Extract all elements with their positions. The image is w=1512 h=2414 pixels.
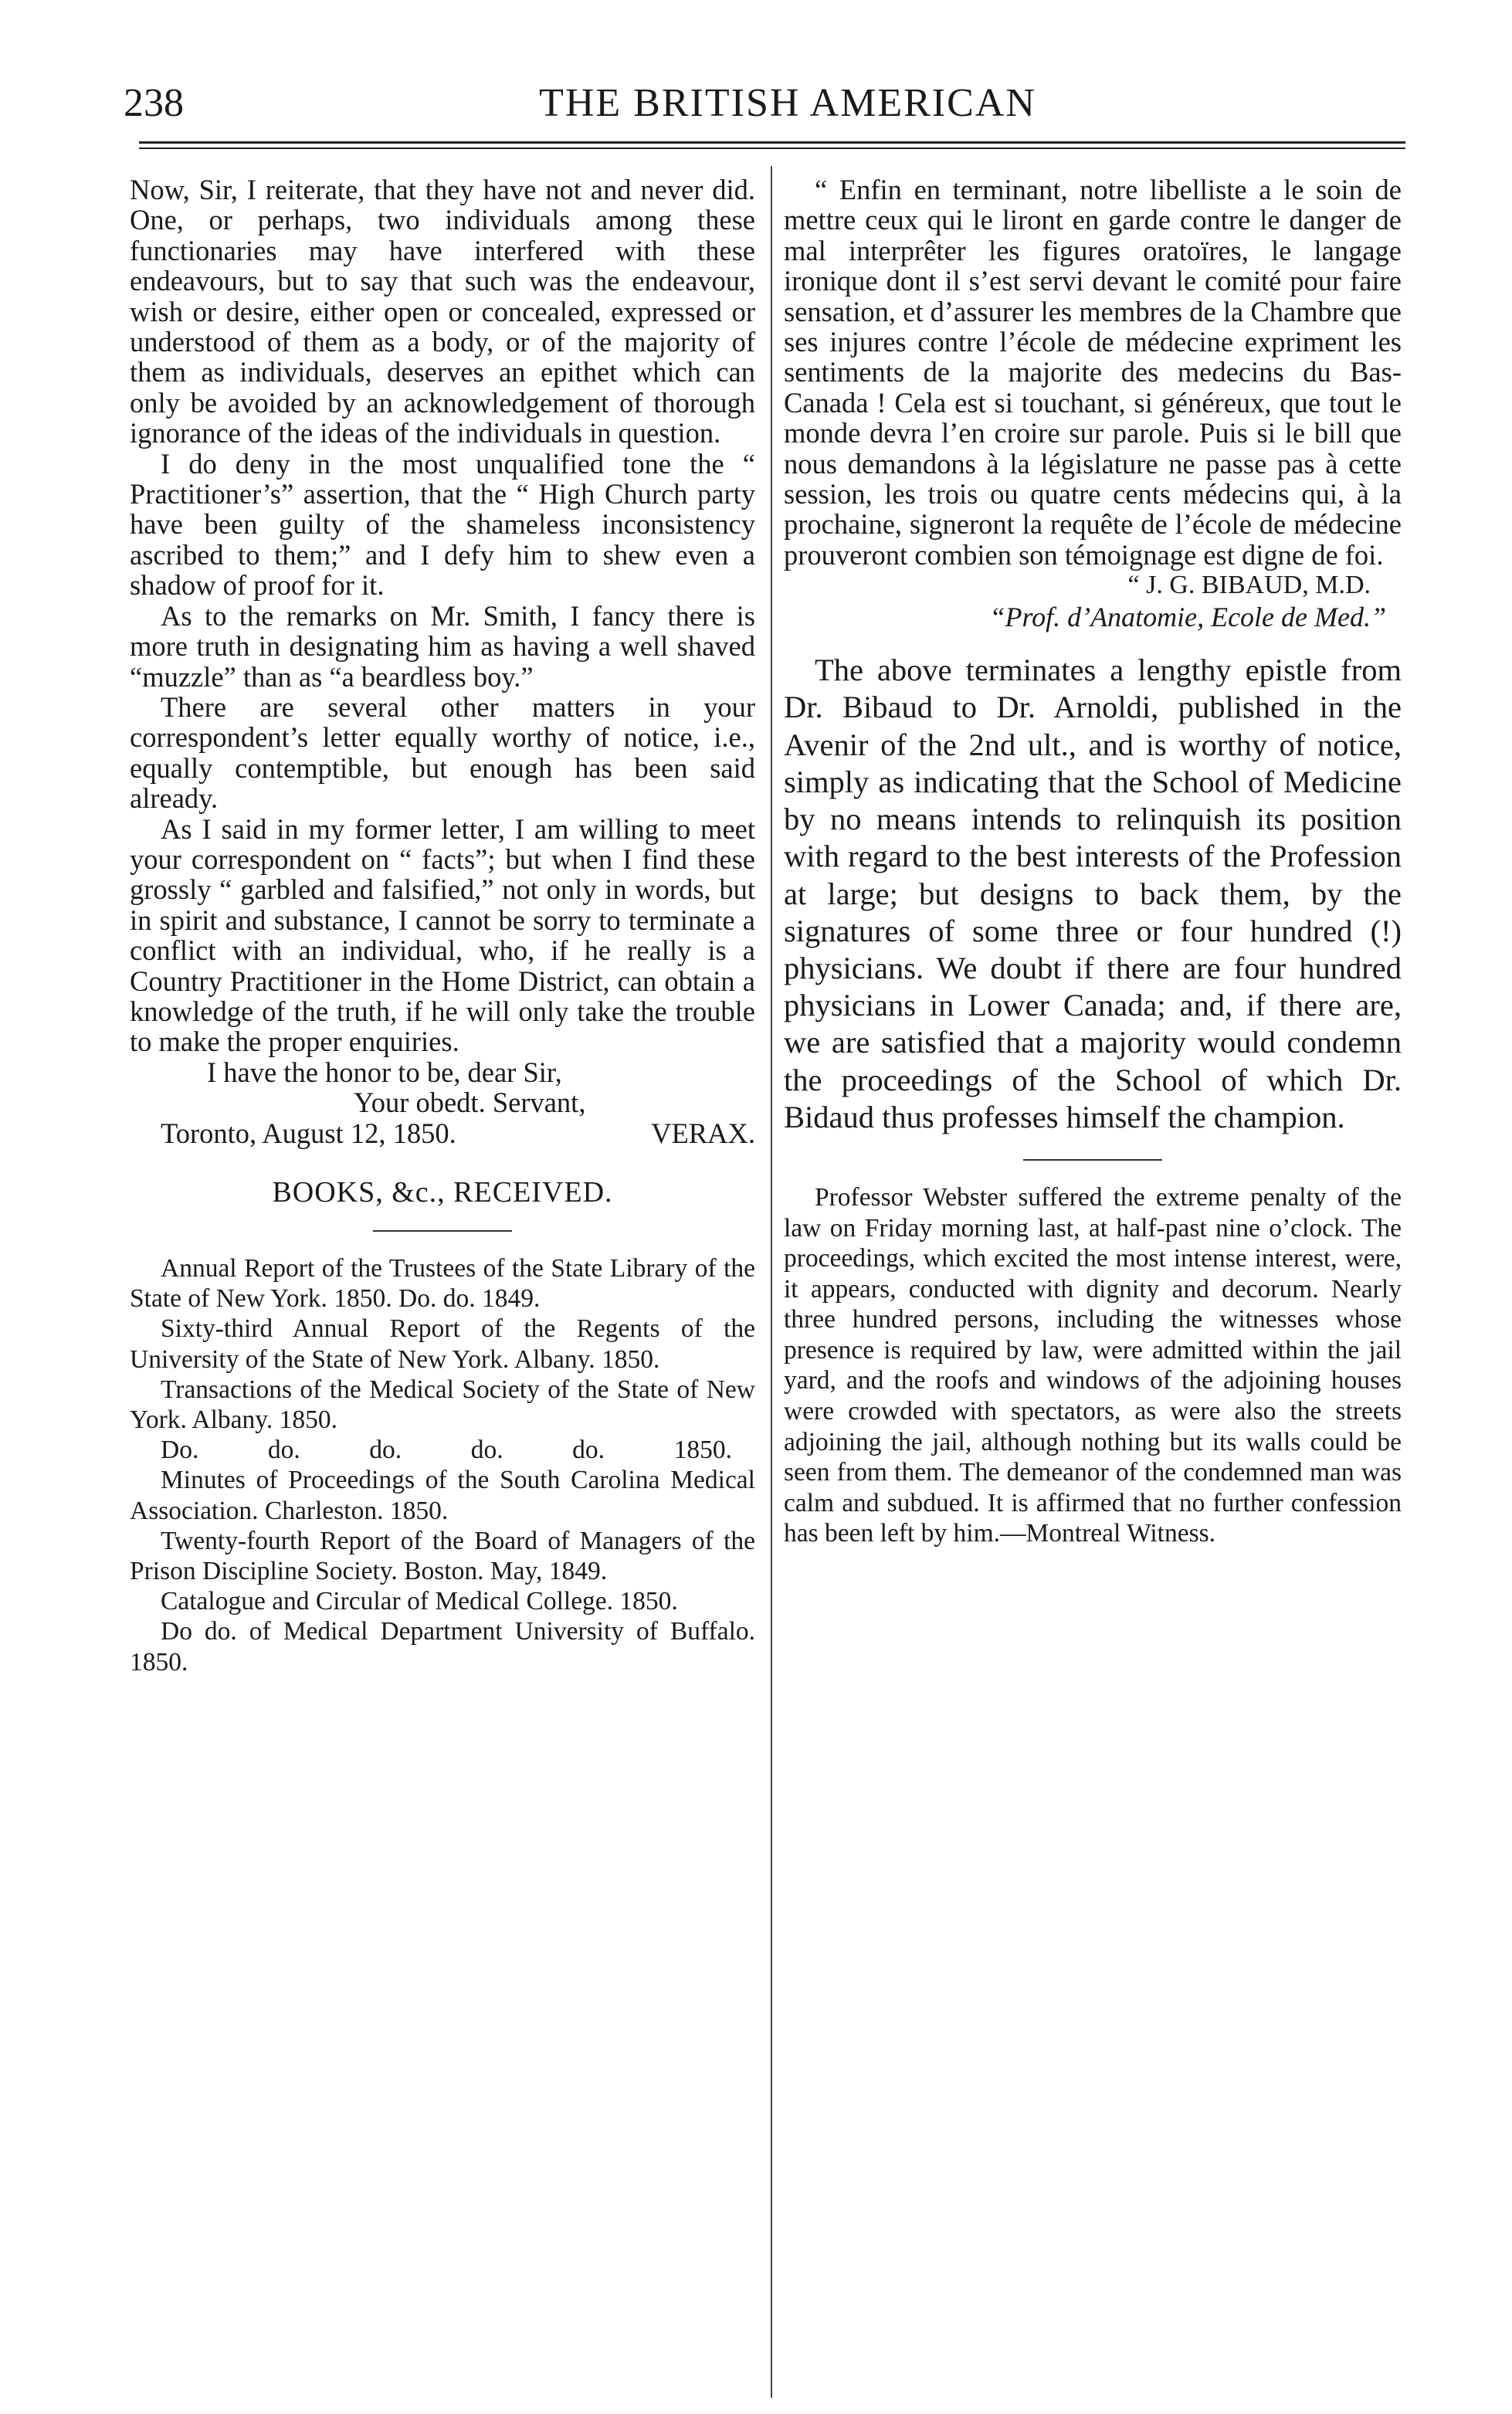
quote-signature: “ J. G. BIBAUD, M.D. [1127,571,1371,600]
letter-paragraph: As to the remarks on Mr. Smith, I fancy there is more truth in designating him as having a well shaved “muzzle” than as “a beardless boy.” [130,599,755,693]
letter-closing [130,1057,755,1148]
list-item: Sixty-third Annual Report of the Regents of the University of the State of New York. Albany. 1850. [130,1314,755,1374]
list-item-ditto [130,1435,755,1465]
letter-paragraph: I do deny in the most unqualified tone the “ Practitioner’s” assertion, that the “ High Church party have been guilty of the shameless inconsistency ascribed to them;” and I defy him to shew even a shadow of proof for it. [130,447,755,602]
books-section-title: BOOKS, &c., RECEIVED. [272,1176,613,1209]
signer-name: VERAX. [651,1117,755,1149]
section-rule [373,1230,512,1232]
closing-salutation: I have the honor to be, dear Sir, [207,1056,562,1088]
webster-paragraph: Professor Webster suffered the extreme penalty of the law on Friday morning last, at half-past nine o’clock. The proceedings, which excited the most intense interest, were, it appears, conducted with dignity and decorum. Nearly three hundred persons, including the witnesses whose presence is required by law, were admitted within the jail yard, and the roofs and windows of the adjoining houses were crowded with spectators, as were also the streets adjoining the jail, although nothing but its walls could be seen from them. The demeanor of the condemned man was calm and subdued. It is affirmed that no further confession has been left by him.—Montreal Witness. [784,1182,1402,1548]
ditto-cell: 1850. [673,1436,732,1465]
page-number: 238 [124,81,184,125]
section-rule [1023,1159,1162,1161]
list-item: Twenty-fourth Report of the Board of Managers of the Prison Discipline Society. Boston. May, 1849. [130,1526,755,1586]
ditto-cell: do. [572,1436,605,1465]
list-item: Annual Report of the Trustees of the State Library of the State of New York. 1850. Do. do. 1849. [130,1254,755,1314]
list-item: Catalogue and Circular of Medical College. 1850. [161,1587,678,1616]
ditto-cell: do. [369,1436,402,1465]
list-item: Do do. of Medical Department University of Buffalo. 1850. [130,1617,755,1677]
webster-article [784,1182,1402,1549]
left-column [130,175,755,1677]
closing-dateline [130,1118,755,1148]
letter-paragraph: Now, Sir, I reiterate, that they have not and never did. One, or perhaps, two individuals among these functionaries may have interfered with these endeavours, but to say that such was the endeavour, wish or desire, either open or concealed, expressed or understood of them as a body, or of the majority of them as individuals, deserves an epithet which can only be avoided by an acknowledgement of thorough ignorance of the ideas of the individuals in question. [130,174,755,449]
list-item: Minutes of Proceedings of the South Carolina Medical Association. Charleston. 1850. [130,1466,755,1525]
ditto-cell: do. [470,1436,503,1465]
column-divider [771,166,772,2398]
place-date: Toronto, August 12, 1850. [161,1117,456,1149]
header-rule-thin [139,147,1405,149]
letter-paragraph: As I said in my former letter, I am willing to meet your correspondent on “ facts”; but when I find these grossly “ garbled and falsified,” not only in words, but in spirit and substance, I cannot be sorry to terminate a conflict with an individual, who, if he really is a Country Practitioner in the Home District, can obtain a knowledge of the truth, if he will only take the trouble to make the proper enquiries. [130,812,755,1058]
letter-paragraph: There are several other matters in your correspondent’s letter equally worthy of notice, i.e., equally contemptible, but enough has been said already. [130,690,755,815]
ditto-cell: Do. [161,1436,199,1465]
editorial-paragraph: The above terminates a lengthy epistle from Dr. Bibaud to Dr. Arnoldi, published in the Avenir of the 2nd ult., and is worthy of notice, simply as indicating that the School of Medicine by no means intends to relinquish its position with regard to the best interests of the Profession at large; but designs to back them, by the signatures of some three or four hundred (!) physicians. We doubt if there are four hundred physicians in Lower Canada; and, if there are, we are satisfied that a majority would condemn the proceedings of the School of which Dr. Bidaud thus professes himself the champion. [784,653,1402,1134]
editorial-note [784,652,1402,1136]
running-title: THE BRITISH AMERICAN [539,81,1036,125]
ditto-cell: do. [267,1436,300,1465]
right-column [784,175,1402,1549]
list-item: Transactions of the Medical Society of the State of New York. Albany. 1850. [130,1375,755,1435]
quote-signature-title: “Prof. d’Anatomie, Ecole de Med.” [989,602,1386,633]
french-quote: “ Enfin en terminant, notre libelliste a le soin de mettre ceux qui le liront en garde contre le danger de mal interprêter les figures oratoïres, le langage ironique dont il s’est servi devant le comité pour faire sensation, et d’assurer les membres de la Chambre que ses injures contre l’école de médecine expriment les sentiments de la majorite des medecins du Bas-Canada ! Cela est si touchant, si généreux, que tout le monde devra l’en croire sur parole. Puis si le bill que nous demandons à la législature ne passe pas à cette session, les trois ou quatre cents médecins qui, à la prochaine, signeront la requête de l’école de médecine prouveront combien son témoignage est digne de foi. [784,174,1402,571]
closing-servant: Your obedt. Servant, [354,1087,586,1119]
books-list [130,1253,755,1677]
header-rule [139,141,1405,144]
